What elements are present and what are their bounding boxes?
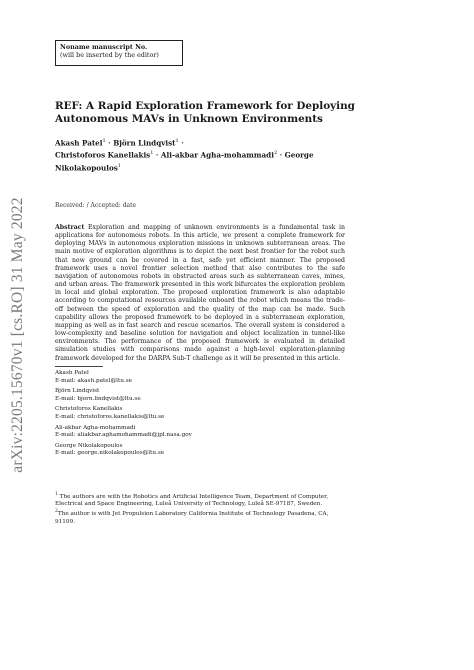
footnote [55,508,345,525]
author-contacts [55,370,345,461]
contact-entry [55,388,345,403]
contact-name: Akash Patel [55,370,89,376]
author-affiliation: 1 [117,162,122,169]
author-name: Akash Patel [55,138,103,148]
author-list: Akash Patel$^1$ · Björn Lindqvist$^1$ · Christoforos Kanellakis$^1$ · Ali-akbar Agha-mohammadi$^2$ · George Nikolakopoulos$^1$ [55,138,314,173]
author-name: Björn Lindqvist [113,138,176,148]
manuscript-label: Noname manuscript No. [60,43,148,51]
footnote-text: The author is with Jet Propulsion Laboratory California Institute of Technology Pasadena, CA, 91109. [55,511,329,525]
arxiv-sidebar [5,165,31,505]
contact-entry [55,425,345,440]
contact-email: E-mail: bjorn.lindqvist@ltu.se [55,395,141,402]
contact-email: E-mail: christoforos.kanellakis@ltu.se [55,413,165,420]
author-name: Ali-akbar Agha-mohammadi [160,150,274,160]
author-affiliation: 2 [273,150,278,157]
paper-title: REF: A Rapid Exploration Framework for Deploying Autonomous MAVs in Unknown Environments [55,100,355,125]
contact-name: Christoforos Kanellakis [55,406,123,413]
contact-entry [55,443,345,458]
author-name: Christoforos Kanellakis [55,150,151,160]
contact-email: E-mail: george.nikolakopoulos@ltu.se [55,450,165,457]
footnote-mark: 1 [55,492,58,497]
contact-email: E-mail: aliakbar.aghamohammadi@jpl.nasa.gov [55,432,192,439]
author-affiliation: 1 [175,138,179,144]
author-affiliation: 1 [150,150,154,157]
arxiv-identifier: arXiv:2205.15670v1 [cs.RO] 31 May 2022 [9,197,26,473]
manuscript-note: (will be inserted by the editor) [60,51,159,60]
footnote-rule [55,366,103,367]
abstract-text: Exploration and mapping of unknown environments is a fundamental task in applications for autonomous robots. In this article, we present a complete framework for deploying MAVs in autonomous exploration missions in unknown subterranean areas. The main motive of exploration algorithms is to depict the next best frontier for the robot such that new ground can be covered in a fast, safe yet efficient manner. The proposed framework uses a novel frontier selection method that also contributes to the safe navigation of autonomous robots in obstructed areas such as subterranean caves, mines, and urban areas. The framework presented in this work bifurcates the exploration problem in local and global exploration. The proposed exploration framework is also adaptable according to computational resources available onboard the robot which means the trade-off between the speed of exploration and the quality of the map can be made. Such capability allows the proposed framework to be deployed in a subterranean exploration, mapping as well as in fast search and rescue scenarios. The overall system is considered a low-complexity and baseline solution for navigation and object localization in tunnel-like environments. The performance of the proposed framework is evaluated in detailed simulation studies with comparisons made against a high-level exploration-planning framework developed for the DARPA Sub-T challenge as it will be presented in this article. [55,224,345,362]
contact-name: Ali-akbar Agha-mohammadi [55,424,136,431]
contact-email: E-mail: akash.patel@ltu.se [55,377,132,384]
abstract-label: Abstract [55,224,85,231]
abstract [55,224,345,363]
author-affiliation: 1 [102,138,106,144]
contact-name: George Nikolakopoulos [55,442,123,449]
author-name: George Nikolakopoulos [55,150,314,173]
footnote [55,491,345,508]
footnote-text: The authors are with the Robotics and Artificial Intelligence Team, Department of Computer, Electrical and Space Engineering, Luleå University of Technology, Luleå SE-97187, Sweden. [55,493,329,508]
contact-name: Björn Lindqvist [55,388,100,395]
contact-entry [55,370,345,385]
received-accepted-line: Received: / Accepted: date [55,202,137,209]
affiliation-footnotes [55,491,345,526]
footnote-mark: 2 [55,509,58,515]
manuscript-number-box [55,40,183,66]
contact-entry [55,406,345,421]
